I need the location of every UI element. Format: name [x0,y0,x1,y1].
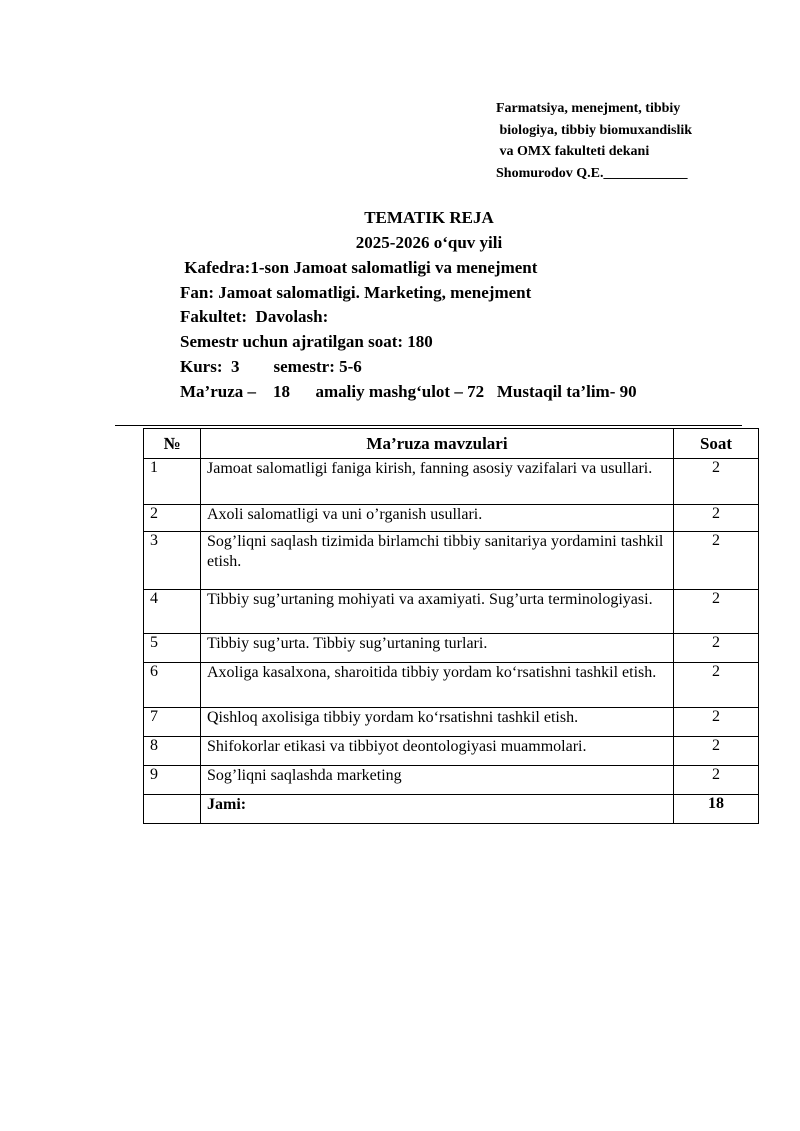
table-row [144,708,759,737]
row-num: 8 [144,737,201,766]
table-row [144,459,759,505]
row-soat: 2 [674,505,759,532]
row-topic: Axoliga kasalxona, sharoitida tibbiy yordam ko‘rsatishni tashkil etish. [201,663,674,708]
row-topic: Sog’liqni saqlashda marketing [201,766,674,795]
table-row [144,505,759,532]
kurs-line: Kurs: 3 semestr: 5-6 [180,356,362,376]
row-soat: 2 [674,737,759,766]
row-num: 5 [144,634,201,663]
lecture-topics-table [143,428,759,824]
row-soat: 2 [674,634,759,663]
table-row [144,532,759,590]
row-soat: 2 [674,766,759,795]
row-topic: Jamoat salomatligi faniga kirish, fanning asosiy vazifalari va usullari. [201,459,674,505]
row-num: 4 [144,590,201,634]
row-topic: Tibbiy sug’urta. Tibbiy sug’urtaning turlari. [201,634,674,663]
row-topic: Shifokorlar etikasi va tibbiyot deontologiyasi muammolari. [201,737,674,766]
row-num: 3 [144,532,201,590]
table-header-row [144,429,759,459]
table-row [144,590,759,634]
row-topic: Sog’liqni saqlash tizimida birlamchi tibbiy sanitariya yordamini tashkil etish. [201,532,674,590]
approval-line-faculty-cont: biologiya, tibbiy biomuxandislik [496,122,693,138]
row-soat: 2 [674,708,759,737]
header-num: № [144,429,201,459]
approval-line-faculty: Farmatsiya, menejment, tibbiy [496,101,681,116]
title-block [0,205,800,255]
header-soat: Soat [674,429,759,459]
fakultet-line: Fakultet: Davolash: [180,307,329,327]
row-soat: 2 [674,663,759,708]
divider [115,425,742,426]
academic-year: 2025-2026 o‘quv yili [355,233,503,252]
header-topic: Ma’ruza mavzulari [201,429,674,459]
semester-hours-line: Semestr uchun ajratilgan soat: 180 [180,332,433,352]
approval-line-dean: va OMX fakulteti dekani [496,144,650,159]
row-topic: Tibbiy sug’urtaning mohiyati va axamiyati. Sug’urta terminologiyasi. [201,590,674,634]
course-info [180,256,637,404]
approval-signature: Shomurodov Q.E.____________ [496,165,688,181]
row-num: 6 [144,663,201,708]
table-row [144,663,759,708]
row-soat: 2 [674,532,759,590]
table-total-row [144,795,759,824]
table-row [144,634,759,663]
row-topic: Axoli salomatligi va uni o’rganish usullari. [201,505,674,532]
row-soat: 2 [674,459,759,505]
kafedra-line: Kafedra:1-son Jamoat salomatligi va menejment [180,258,538,277]
approval-block [496,98,692,184]
fan-line: Fan: Jamoat salomatligi. Marketing, menejment [180,282,532,302]
row-soat: 2 [674,590,759,634]
row-num: 9 [144,766,201,795]
table-row [144,766,759,795]
total-num-cell [144,795,201,824]
row-topic: Qishloq axolisiga tibbiy yordam ko‘rsatishni tashkil etish. [201,708,674,737]
total-label: Jami: [201,795,674,824]
row-num: 2 [144,505,201,532]
row-num: 7 [144,708,201,737]
total-soat: 18 [674,795,759,824]
row-num: 1 [144,459,201,505]
hours-breakdown-line: Ma’ruza – 18 amaliy mashg‘ulot – 72 Mustaqil ta’lim- 90 [180,381,637,401]
table-row [144,737,759,766]
page-title: TEMATIK REJA [364,208,494,227]
